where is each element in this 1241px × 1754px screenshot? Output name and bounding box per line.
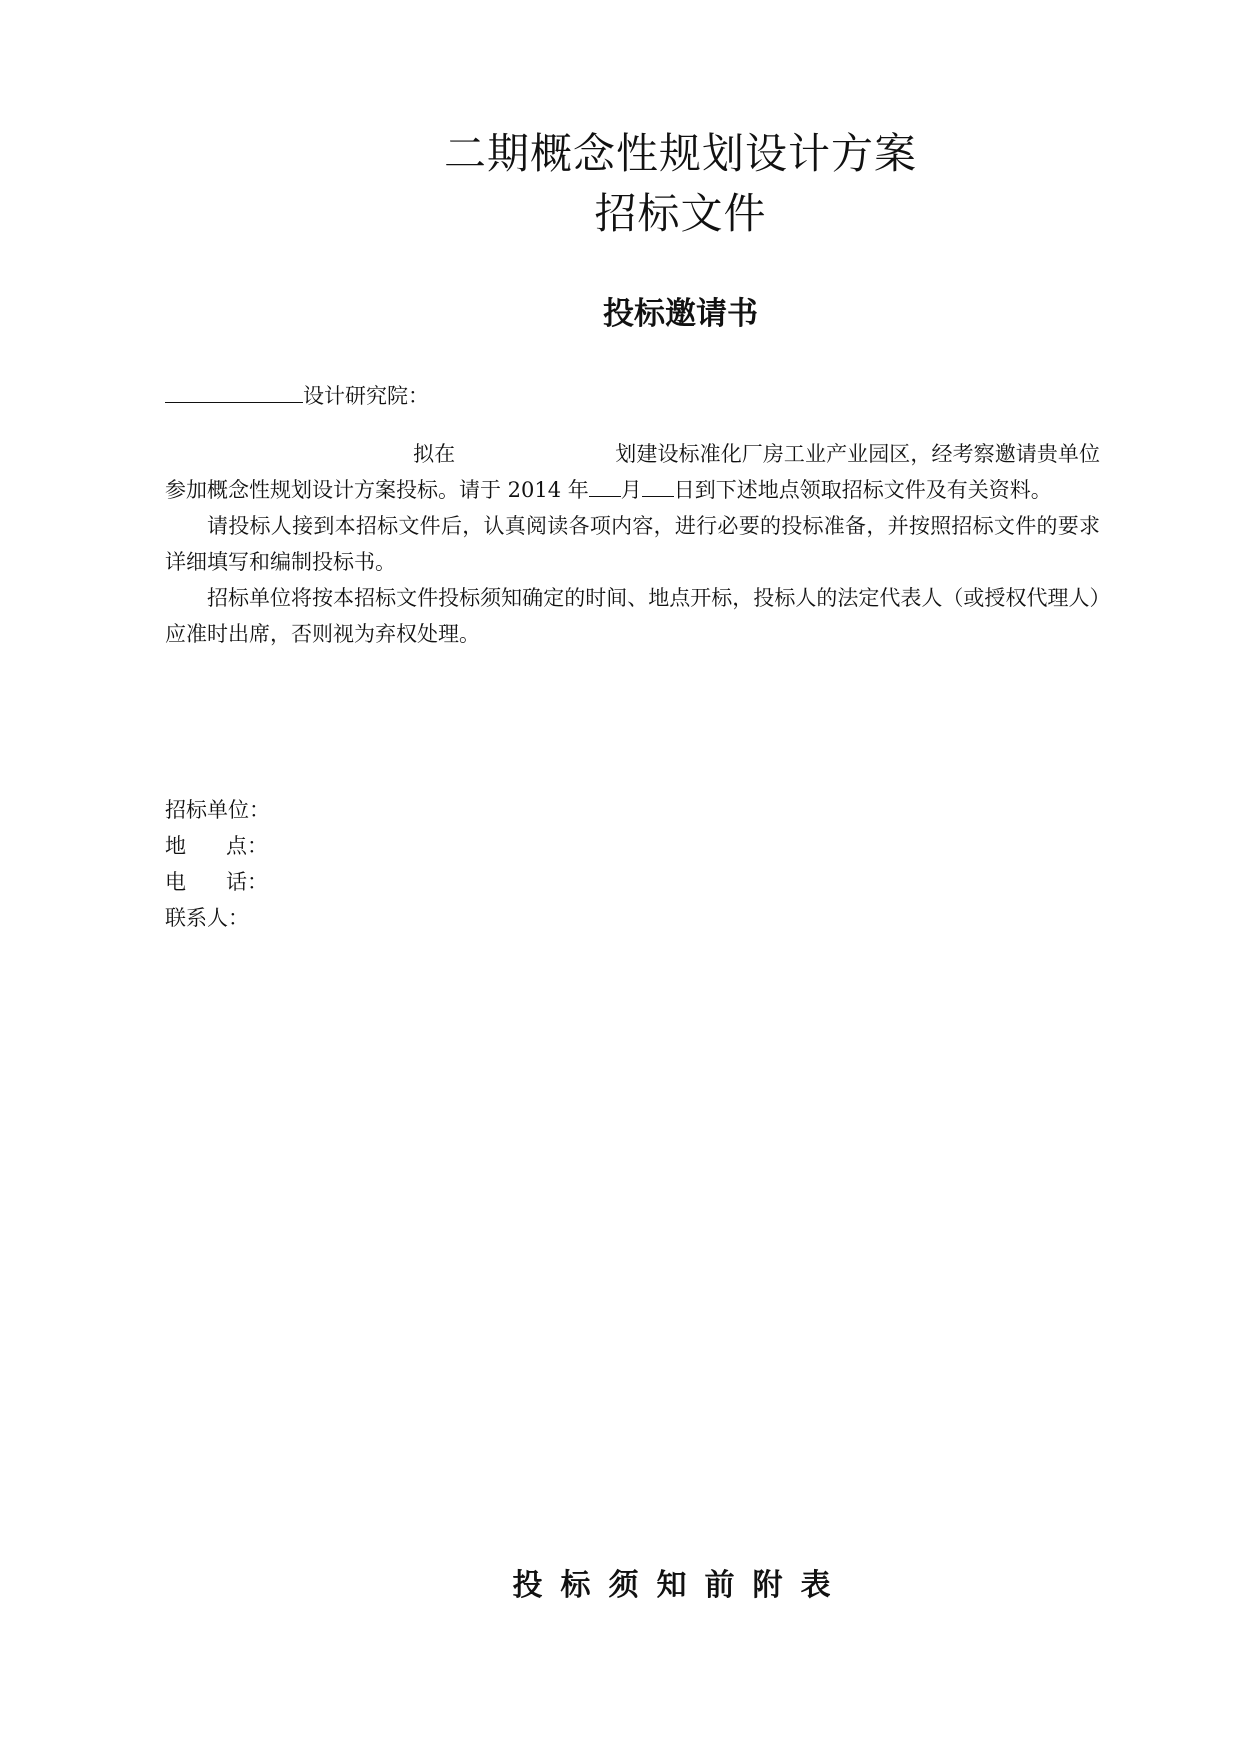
para1-end: 日到下述地点领取招标文件及有关资料。	[673, 478, 1052, 502]
para1-start: 拟在	[413, 442, 456, 466]
document-subtitle: 招标文件	[594, 189, 767, 238]
para1-mid: 划建设标准化厂房工业产业园区，经考察邀请贵单位参加概念性规划设计方案投标。请于 2014 年	[165, 442, 1101, 502]
letter-body	[165, 436, 1100, 652]
contact-unit-label: 招标单位：	[165, 798, 270, 822]
day-blank	[642, 476, 674, 497]
contact-phone-label: 电 话：	[165, 870, 269, 894]
para1-month: 月	[620, 478, 642, 502]
addressee-suffix: 设计研究院：	[303, 384, 429, 408]
footer-heading: 投标须知前附表	[512, 1568, 849, 1603]
contact-block	[165, 792, 270, 936]
paragraph-2: 请投标人接到本招标文件后，认真阅读各项内容，进行必要的投标准备，并按照招标文件的要求详细填写和编制投标书。	[165, 514, 1100, 574]
paragraph-3: 招标单位将按本招标文件投标须知确定的时间、地点开标，投标人的法定代表人（或授权代理人）应准时出席，否则视为弃权处理。	[165, 586, 1100, 646]
paragraph-1	[165, 436, 1100, 508]
addressee-line	[165, 380, 429, 411]
addressee-blank	[165, 380, 303, 403]
contact-address-label: 地 点：	[165, 834, 269, 858]
document-title: 二期概念性规划设计方案	[443, 129, 917, 178]
month-blank	[589, 476, 621, 497]
contact-person-label: 联系人：	[165, 906, 249, 930]
section-heading: 投标邀请书	[603, 296, 758, 332]
